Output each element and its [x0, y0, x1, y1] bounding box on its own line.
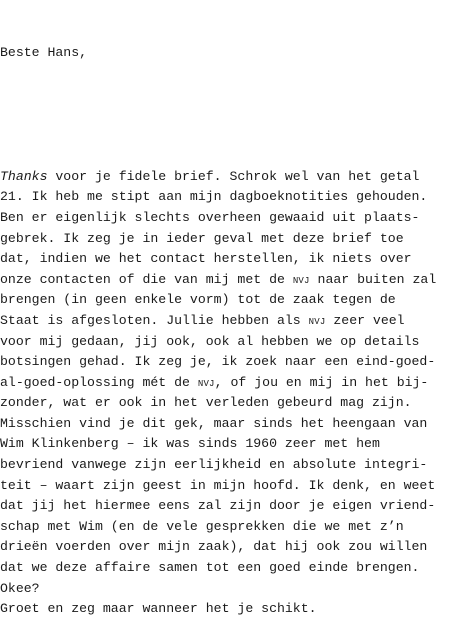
abbreviation: NVJ [197, 378, 215, 389]
text-run: Groet en zeg maar wanneer het je schikt. [0, 601, 317, 617]
text-run: dat we deze affaire samen tot een goed einde brengen. [0, 560, 420, 576]
text-run: onze contacten of die van mij met de [0, 271, 293, 287]
letter-line [0, 167, 470, 188]
letter-line [0, 352, 470, 373]
letter-line [0, 579, 470, 600]
text-run: drieën voerden over mijn zaak), dat hij ook zou willen [0, 539, 428, 555]
text-run: brengen (in geen enkele vorm) tot de zaak tegen de [0, 292, 396, 308]
text-run: zonder, wat er ook in het verleden gebeurd mag zijn. [0, 395, 412, 411]
text-run: , of jou en mij in het bij- [214, 374, 429, 390]
text-run: Okee? [0, 580, 40, 596]
letter-body [0, 167, 470, 620]
letter-line [0, 599, 470, 620]
letter-line [0, 208, 470, 229]
text-run: 21. Ik heb me stipt aan mijn dagboeknotities gehouden. [0, 189, 428, 205]
text-run: Staat is afgesloten. Jullie hebben als [0, 312, 309, 328]
text-run: botsingen gehad. Ik zeg je, ik zoek naar een eind-goed- [0, 354, 436, 370]
letter-line [0, 187, 470, 208]
text-run: dat jij het hiermee eens zal zijn door je eigen vriend- [0, 498, 436, 514]
text-run: Ben er eigenlijk slechts overheen gewaaid uit plaats- [0, 209, 420, 225]
letter-line [0, 537, 470, 558]
text-run: voor je fidele brief. Schrok wel van het getal [47, 168, 420, 184]
letter-line [0, 496, 470, 517]
letter-line [0, 558, 470, 579]
salutation: Beste Hans, [0, 45, 88, 61]
letter-line [0, 249, 470, 270]
letter-line [0, 517, 470, 538]
letter-line [0, 373, 470, 394]
letter-line [0, 332, 470, 353]
letter-line [0, 311, 470, 332]
text-run: dat, indien we het contact herstellen, ik niets over [0, 251, 412, 267]
abbreviation: NVJ [308, 316, 326, 327]
letter-line [0, 270, 470, 291]
italic-word: Thanks [0, 168, 48, 184]
letter-line [0, 393, 470, 414]
letter-line [0, 290, 470, 311]
blank-line [0, 105, 470, 126]
letter-line [0, 434, 470, 455]
text-run: naar buiten zal [309, 271, 437, 287]
text-run: Wim Klinkenberg – ik was sinds 1960 zeer met hem [0, 436, 380, 452]
text-run: gebrek. Ik zeg je in ieder geval met deze brief toe [0, 230, 404, 246]
letter-line [0, 476, 470, 497]
text-run: zeer veel [325, 312, 405, 328]
text-run: al-goed-oplossing mét de [0, 374, 198, 390]
abbreviation: NVJ [292, 275, 310, 286]
text-run: schap met Wim (en de vele gesprekken die we met z’n [0, 518, 404, 534]
letter-line [0, 414, 470, 435]
text-run: bevriend vanwege zijn eerlijkheid en absolute integri- [0, 457, 428, 473]
letter-line [0, 455, 470, 476]
letter-line [0, 229, 470, 250]
text-run: teit – waart zijn geest in mijn hoofd. Ik denk, en weet [0, 477, 436, 493]
text-run: voor mij gedaan, jij ook, ook al hebben we op details [0, 333, 420, 349]
text-run: Misschien vind je dit gek, maar sinds het heengaan van [0, 415, 428, 431]
